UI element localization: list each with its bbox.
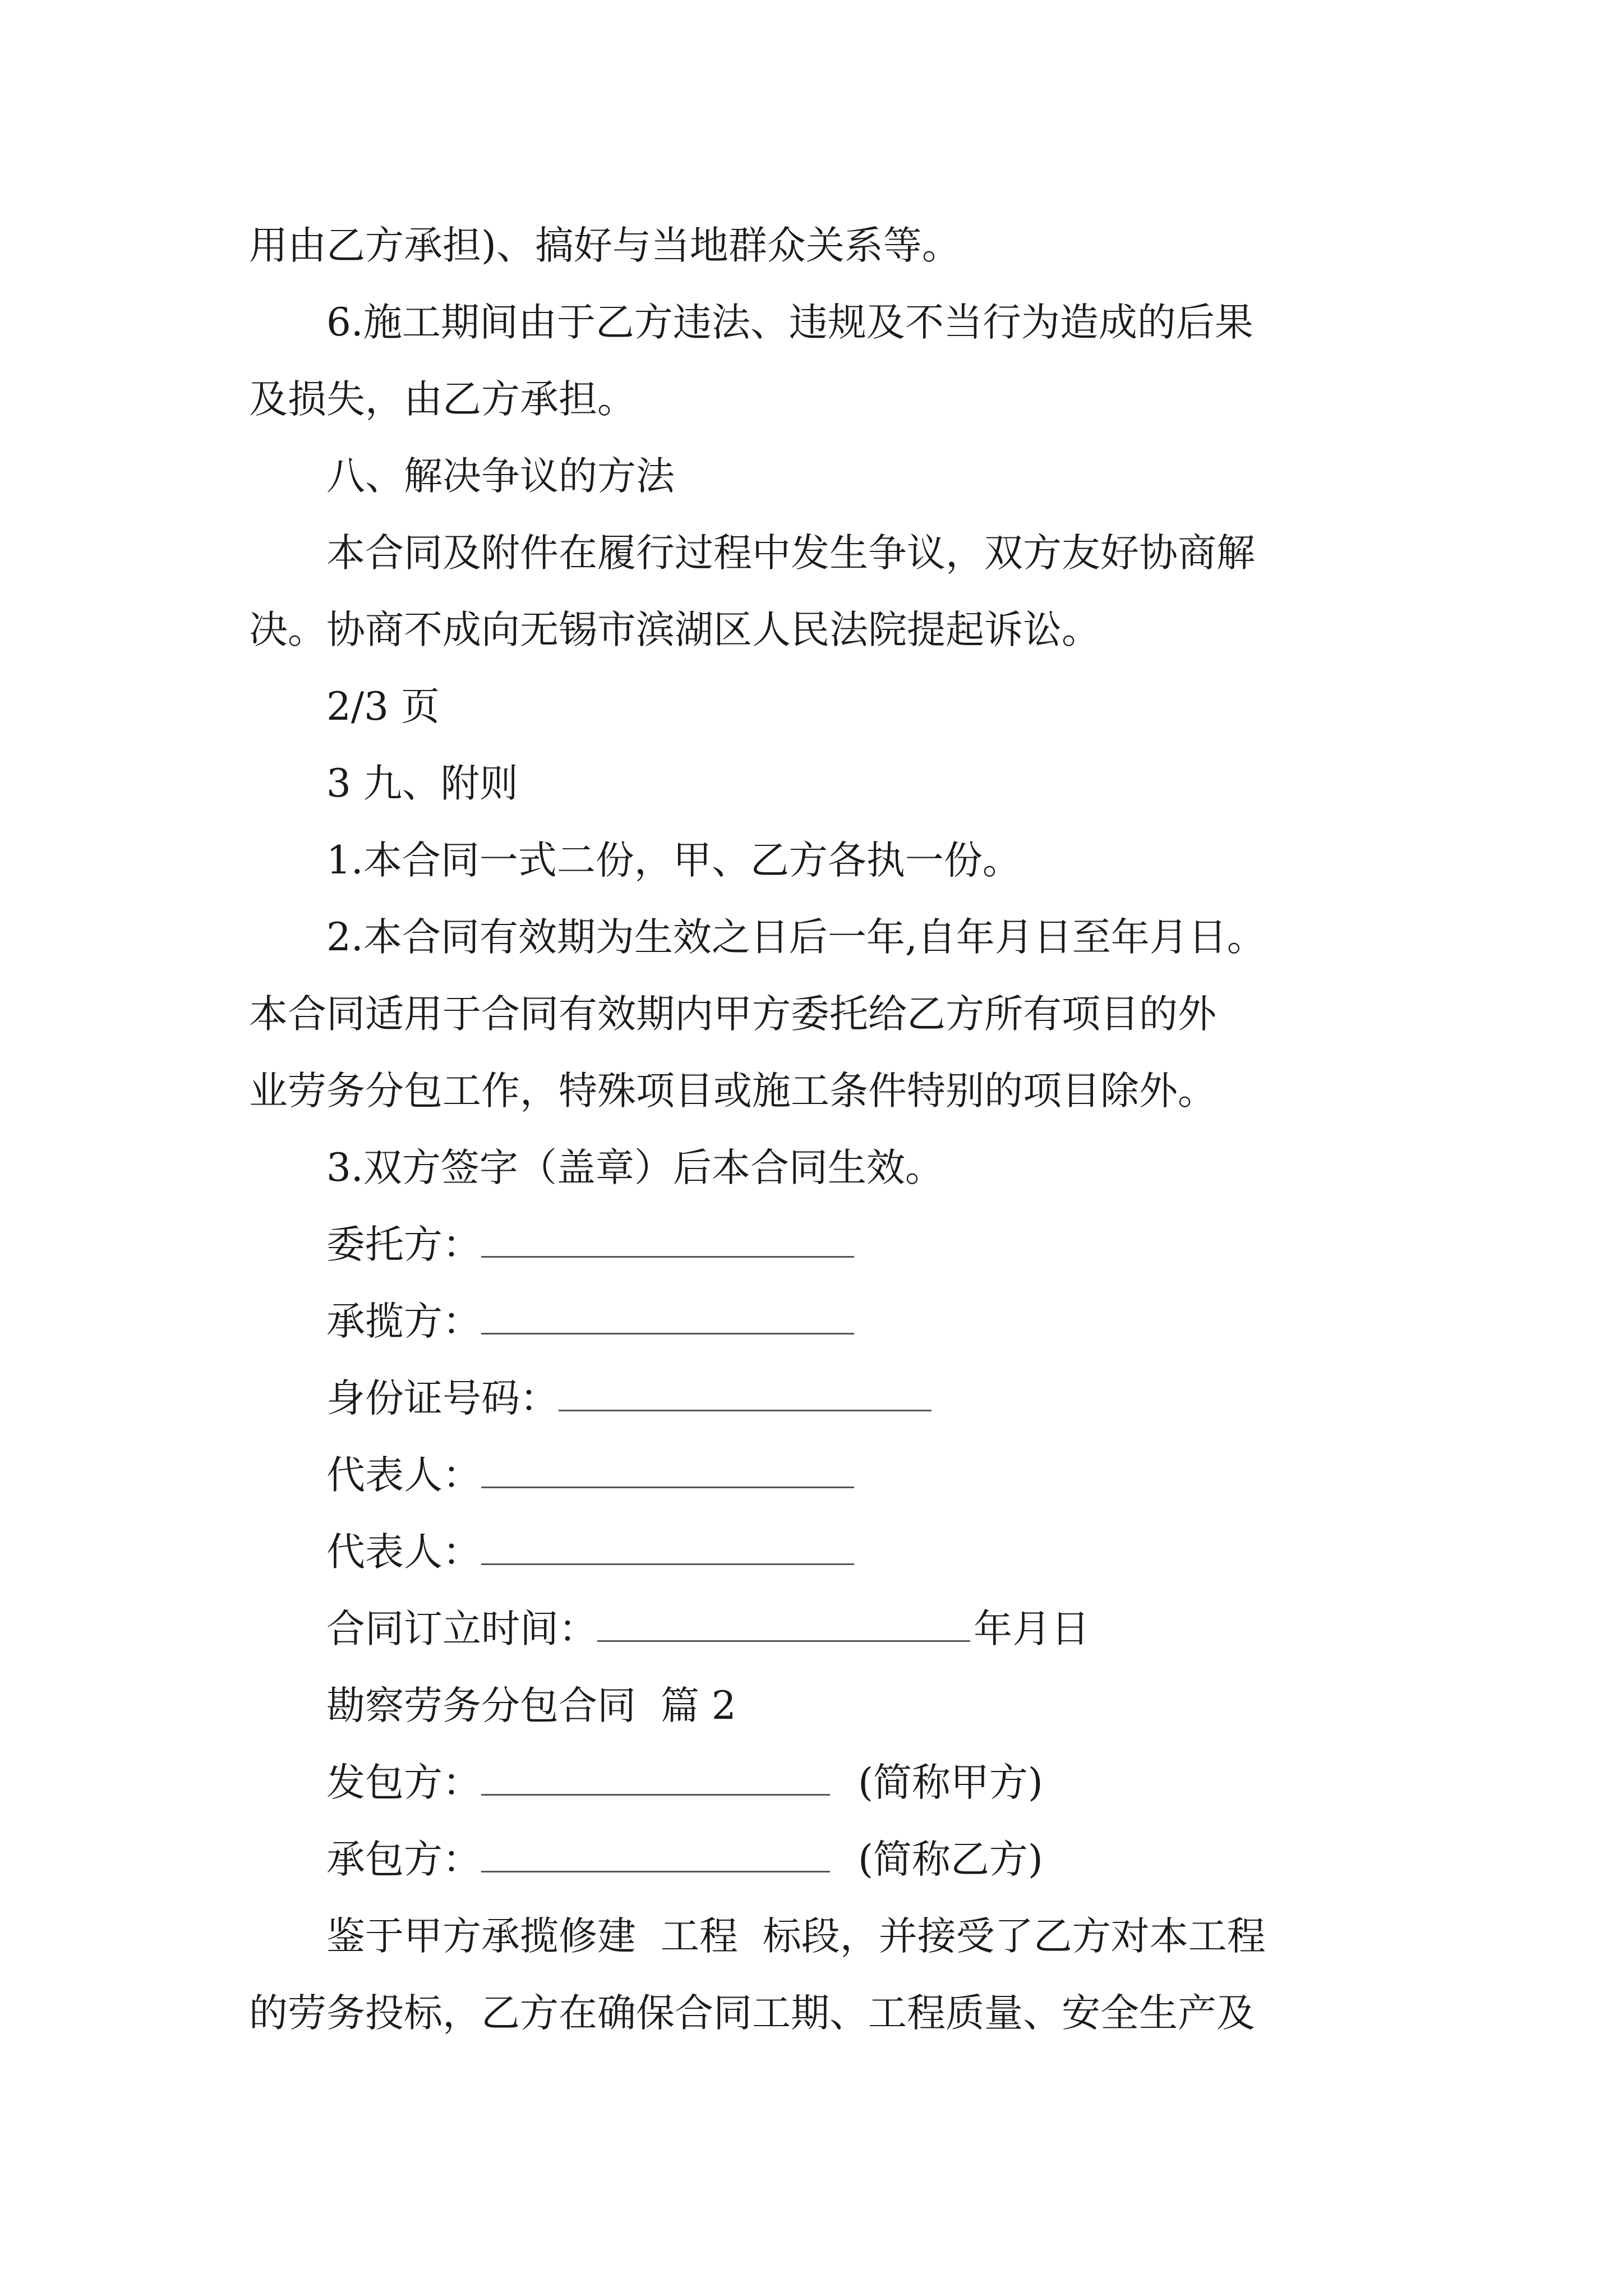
contractor-row [249, 1283, 1387, 1360]
dispute-line-2: 决。协商不成向无锡市滨湖区人民法院提起诉讼。 [249, 608, 1100, 652]
party-a-note: (简称甲方) [858, 1760, 1043, 1805]
entrusting-party-blank [481, 1255, 854, 1258]
paragraph-clause-6 [249, 284, 1387, 438]
contractor-label: 承揽方： [326, 1299, 481, 1344]
id-number-row [249, 1360, 1387, 1437]
page-number: 2/3 页 [326, 684, 440, 729]
entrusting-party-label: 委托方： [326, 1222, 481, 1267]
section-9-heading: 3 九、附则 [326, 761, 518, 806]
clause-6-line-2: 及损失，由乙方承担。 [249, 377, 636, 422]
paragraph-dispute-resolution [249, 515, 1387, 669]
id-number-label: 身份证号码： [326, 1376, 559, 1421]
id-number-blank [559, 1409, 932, 1411]
intro-line-2: 的劳务投标，乙方在确保合同工期、工程质量、安全生产及 [249, 1991, 1255, 2036]
clause-3: 3.双方签字（盖章）后本合同生效。 [326, 1145, 944, 1190]
party-b-note: (简称乙方) [858, 1837, 1043, 1882]
contract-date-blank [597, 1640, 970, 1642]
representative-blank-2 [481, 1563, 854, 1565]
party-b-label: 承包方： [326, 1837, 481, 1882]
representative-row-1 [249, 1437, 1387, 1514]
representative-label-1: 代表人： [326, 1453, 481, 1498]
dispute-line-1: 本合同及附件在履行过程中发生争议，双方友好协商解 [326, 531, 1255, 576]
clause-1: 1.本合同一式二份，甲、乙方各执一份。 [326, 838, 1021, 883]
document-body [249, 208, 1387, 2052]
clause-2 [249, 899, 1387, 1130]
representative-row-2 [249, 1514, 1387, 1591]
representative-blank-1 [481, 1486, 854, 1488]
section-8-heading: 八、解决争议的方法 [326, 454, 675, 499]
party-b-blank [481, 1870, 830, 1872]
clause-2-line-3: 业劳务分包工作，特殊项目或施工条件特别的项目除外。 [249, 1069, 1216, 1114]
clause-2-line-2: 本合同适用于合同有效期内甲方委托给乙方所有项目的外 [249, 992, 1216, 1037]
contractor-blank [481, 1332, 854, 1335]
contract-2-intro [249, 1898, 1387, 2052]
party-a-label: 发包方： [326, 1760, 481, 1805]
contract-date-label: 合同订立时间： [326, 1607, 597, 1651]
clause-2-line-1: 2.本合同有效期为生效之日后一年,自年月日至年月日。 [326, 915, 1266, 960]
intro-line-1: 鉴于甲方承揽修建 工程 标段，并接受了乙方对本工程 [326, 1914, 1266, 1959]
party-a-blank [481, 1793, 830, 1796]
paragraph-continuation: 用由乙方承担)、搞好与当地群众关系等。 [249, 223, 961, 268]
contract-date-suffix: 年月日 [974, 1607, 1090, 1651]
clause-6-line-1: 6.施工期间由于乙方违法、违规及不当行为造成的后果 [326, 300, 1253, 345]
entrusting-party-row [249, 1207, 1387, 1283]
contract-date-row [249, 1591, 1387, 1668]
party-a-row [249, 1745, 1387, 1821]
party-b-row [249, 1821, 1387, 1898]
representative-label-2: 代表人： [326, 1530, 481, 1575]
contract-2-title: 勘察劳务分包合同 篇 2 [326, 1683, 736, 1728]
